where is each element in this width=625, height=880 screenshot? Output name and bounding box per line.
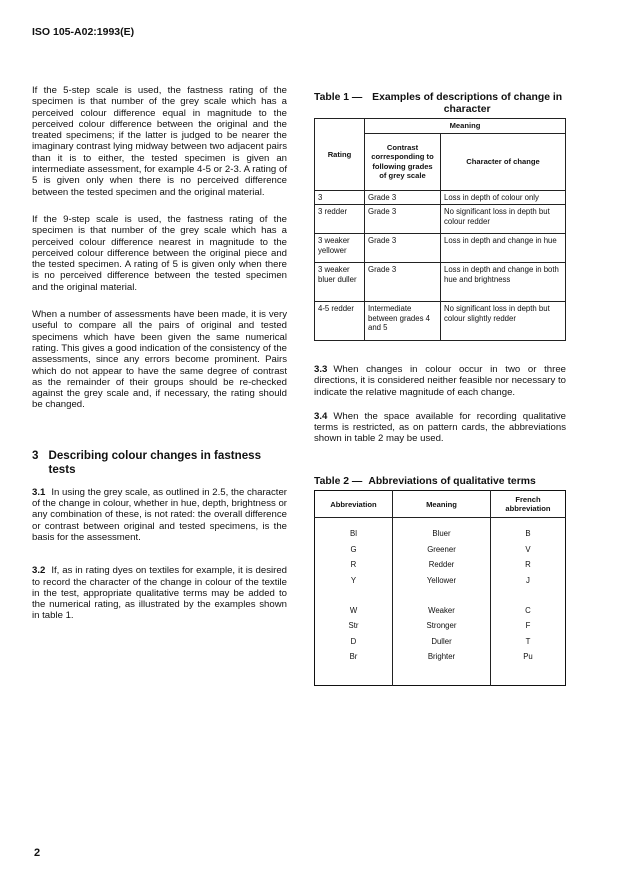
cell-rating: 3 redder	[315, 205, 365, 234]
cell-meaning: Brighter	[393, 649, 491, 665]
right-column-text	[314, 364, 566, 445]
table-row	[315, 302, 566, 341]
table-row	[315, 634, 566, 650]
cell-meaning: Duller	[393, 634, 491, 650]
header-character: Character of change	[441, 133, 566, 190]
table-row	[315, 618, 566, 634]
clause-number: 3.4	[314, 410, 328, 422]
cell-french: T	[491, 634, 566, 650]
cell-meaning: Redder	[393, 557, 491, 573]
header-french: French abbreviation	[491, 491, 566, 518]
table-2-caption	[314, 476, 566, 488]
cell-abbreviation: D	[350, 636, 357, 646]
table-row	[315, 573, 566, 589]
left-column	[32, 85, 287, 622]
section-number: 3	[32, 448, 39, 462]
clause-text: If, as in rating dyes on textiles for example, it is desired to record the character of the change in colour of the textile in the test, appropriate qualitative terms may be added to the numerical rating, as illustrated by the examples shown in table 1.	[32, 565, 287, 622]
table-row	[315, 234, 566, 263]
cell-abbreviation: Br	[349, 652, 358, 662]
clause-text: When changes in colour occur in two or three directions, it is considered neither feasible nor necessary to indicate the relative magnitude of each change.	[314, 364, 566, 398]
clause-3-1	[32, 487, 287, 543]
cell-abbreviation: Y	[350, 576, 357, 586]
cell-rating: 3	[315, 190, 365, 205]
paragraph-assessments: When a number of assessments have been made, it is very useful to compare all the pairs of original and tested specimens which have been given the same numerical rating. This gives a good indication of the consistency of the assessments, since any errors become prominent. Pairs which do not appear to have the same degree of contrast as the remainder of their groups should be re-checked against the grey scale and, if necessary, the rating should be changed.	[32, 309, 287, 411]
cell-character: Loss in depth and change in both hue and brightness	[441, 263, 566, 302]
cell-french: R	[491, 557, 566, 573]
cell-character: No significant loss in depth but colour redder	[441, 205, 566, 234]
cell-character: Loss in depth of colour only	[441, 190, 566, 205]
cell-french: B	[491, 526, 566, 542]
cell-rating: 3 weaker yellower	[315, 234, 365, 263]
paragraph-5-step-scale: If the 5-step scale is used, the fastness rating of the specimen is that number of the grey scale which has a perceived colour difference equal in magnitude to the perceived colour difference between the original and the treated specimens; if the latter is judged to be nearer the imaginary contrast lying midway between two adjacent pairs than it is to either, the tested specimen is given an intermediate assessment, for example 4-5 or 2-3. A rating of 5 is given only when there is no perceived difference between the tested specimen and the original material.	[32, 85, 287, 198]
clause-3-3	[314, 364, 566, 398]
cell-meaning: Bluer	[393, 526, 491, 542]
table-1-label: Table 1 —	[314, 92, 363, 103]
table-row	[315, 542, 566, 558]
cell-meaning: Stronger	[393, 618, 491, 634]
paragraph-9-step-scale: If the 9-step scale is used, the fastness rating of the specimen is that number of the grey scale which has a perceived colour difference nearest in magnitude to the perceived colour difference between the original piece and the tested specimen. A rating of 5 is given only when there is no perceived difference between the tested specimen and the original material.	[32, 213, 287, 293]
running-header: ISO 105-A02:1993(E)	[32, 26, 135, 38]
cell-contrast: Intermediate between grades 4 and 5	[365, 302, 441, 341]
clause-number: 3.3	[314, 364, 328, 375]
header-contrast: Contrast corresponding to following grades of grey scale	[365, 133, 441, 190]
cell-abbreviation: G	[350, 544, 357, 554]
cell-character: Loss in depth and change in hue	[441, 234, 566, 263]
header-meaning: Meaning	[365, 119, 566, 134]
cell-rating: 4-5 redder	[315, 302, 365, 341]
table-row	[315, 602, 566, 618]
cell-abbreviation: R	[350, 560, 357, 570]
table-2	[314, 490, 566, 686]
cell-french: Pu	[491, 649, 566, 665]
table-row	[315, 526, 566, 542]
header-rating: Rating	[315, 119, 365, 191]
table-1	[314, 118, 566, 341]
cell-french: J	[491, 573, 566, 589]
page-number: 2	[34, 847, 41, 859]
clause-text: When the space available for recording qualitative terms is restricted, as on pattern cards, the abbreviations shown in table 2 may be used.	[314, 410, 566, 445]
table-row	[315, 649, 566, 665]
table-row	[315, 205, 566, 234]
clause-3-2	[32, 565, 287, 621]
table-row	[315, 263, 566, 302]
cell-abbreviation: Str	[348, 621, 359, 631]
header-abbreviation: Abbreviation	[315, 491, 393, 518]
cell-contrast: Grade 3	[365, 190, 441, 205]
cell-french: C	[491, 602, 566, 618]
cell-abbreviation: W	[349, 605, 358, 615]
cell-contrast: Grade 3	[365, 205, 441, 234]
clause-text: In using the grey scale, as outlined in 2.5, the character of the change in colour, whether in hue, depth, brightness or any combination of these, is not rated: the overall difference or contrast between original and tested specimens, is the basis for the assessment.	[32, 486, 287, 543]
table-2-label: Table 2 —	[314, 476, 363, 487]
clause-3-4	[314, 411, 566, 445]
cell-character: No significant loss in depth but colour slightly redder	[441, 302, 566, 341]
section-3-heading	[32, 449, 287, 477]
cell-contrast: Grade 3	[365, 234, 441, 263]
clause-number: 3.2	[32, 565, 46, 577]
header-meaning: Meaning	[393, 491, 491, 518]
table-1-caption	[314, 92, 566, 116]
table-row	[315, 557, 566, 573]
table-2-title: Abbreviations of qualitative terms	[368, 476, 536, 487]
section-title: Describing colour changes in fastness tests	[48, 448, 262, 476]
cell-french: V	[491, 542, 566, 558]
cell-meaning: Yellower	[393, 573, 491, 589]
cell-meaning: Greener	[393, 542, 491, 558]
cell-french: F	[491, 618, 566, 634]
cell-contrast: Grade 3	[365, 263, 441, 302]
table-row	[315, 190, 566, 205]
table-1-title: Examples of descriptions of change in character	[372, 92, 563, 115]
cell-abbreviation: Bl	[350, 529, 357, 539]
clause-number: 3.1	[32, 486, 46, 498]
cell-rating: 3 weaker bluer duller	[315, 263, 365, 302]
cell-meaning: Weaker	[393, 602, 491, 618]
